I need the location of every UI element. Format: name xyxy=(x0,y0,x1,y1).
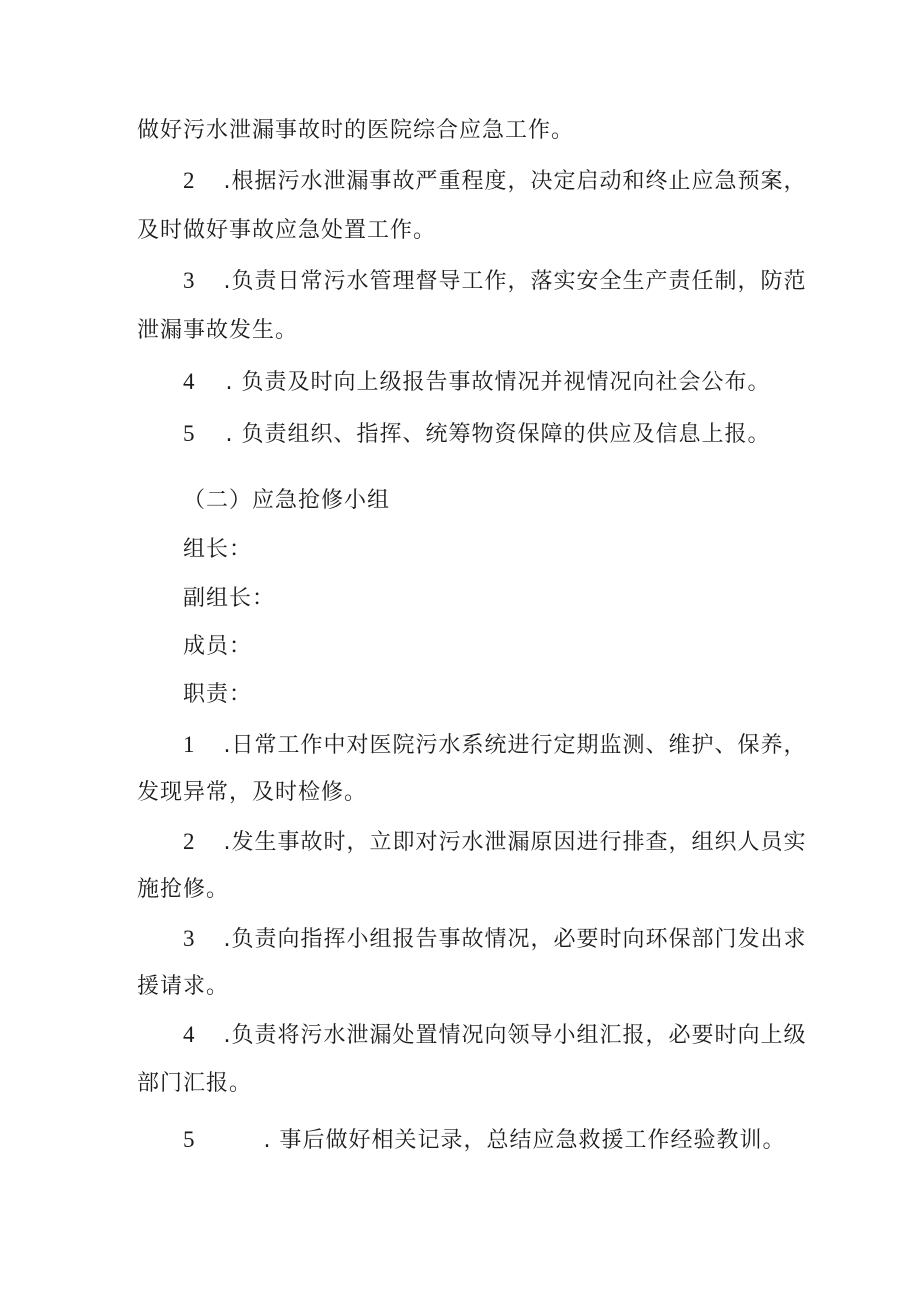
text: 副组长： xyxy=(183,586,276,611)
item-text: .负责向指挥小组报告事故情况，必要时向环保部门发出求 xyxy=(223,927,807,952)
item-number: 2 xyxy=(183,168,196,193)
paragraph-line xyxy=(137,779,367,807)
duty-item-4 xyxy=(183,1021,807,1050)
item-number: 4 xyxy=(183,1022,196,1047)
duty-item-5 xyxy=(183,1126,786,1155)
item-text: .负责日常污水管理督导工作，落实安全生产责任制，防范 xyxy=(223,269,807,294)
text: 施抢修。 xyxy=(137,877,230,902)
text: 组长： xyxy=(183,537,253,562)
list-item-3 xyxy=(183,267,807,296)
item-text: . 负责及时向上级报告事故情况并视情况向社会公布。 xyxy=(225,370,771,395)
text: 成员： xyxy=(183,634,253,659)
item-number: 2 xyxy=(183,829,196,854)
members-label xyxy=(183,633,252,661)
duty-item-3 xyxy=(183,925,807,954)
duty-item-1 xyxy=(183,731,807,760)
paragraph-line xyxy=(137,217,436,245)
item-number: 1 xyxy=(183,732,196,757)
list-item-5 xyxy=(183,420,771,449)
item-number: 5 xyxy=(183,421,196,446)
deputy-leader-label xyxy=(183,585,275,613)
section-heading xyxy=(183,487,390,515)
item-number: 3 xyxy=(183,268,196,293)
item-text: .日常工作中对医院污水系统进行定期监测、维护、保养， xyxy=(223,733,807,758)
heading-text: （二）应急抢修小组 xyxy=(183,488,391,513)
text: 泄漏事故发生。 xyxy=(137,318,299,343)
paragraph-line xyxy=(137,1070,252,1098)
text: 部门汇报。 xyxy=(137,1071,253,1096)
paragraph-line xyxy=(137,317,298,345)
item-text: . 负责组织、指挥、统筹物资保障的供应及信息上报。 xyxy=(225,422,771,447)
paragraph-line xyxy=(137,876,229,904)
duties-label xyxy=(183,681,252,709)
text: 及时做好事故应急处置工作。 xyxy=(137,218,437,243)
paragraph-line xyxy=(137,973,229,1001)
duty-item-2 xyxy=(183,828,807,857)
list-item-2 xyxy=(183,167,807,196)
item-text: .负责将污水泄漏处置情况向领导小组汇报，必要时向上级 xyxy=(223,1023,807,1048)
text: 发现异常，及时检修。 xyxy=(137,780,368,805)
item-number: 4 xyxy=(183,369,196,394)
text: 援请求。 xyxy=(137,974,230,999)
text: 做好污水泄漏事故时的医院综合应急工作。 xyxy=(137,118,575,143)
list-item-4 xyxy=(183,368,771,397)
item-text: .根据污水泄漏事故严重程度，决定启动和终止应急预案， xyxy=(223,169,807,194)
item-text: .发生事故时，立即对污水泄漏原因进行排查，组织人员实 xyxy=(223,830,807,855)
item-text: . 事后做好相关记录，总结应急救援工作经验教训。 xyxy=(263,1128,786,1153)
paragraph-line xyxy=(137,117,574,145)
item-number: 5 xyxy=(183,1127,196,1152)
text: 职责： xyxy=(183,682,253,707)
leader-label xyxy=(183,536,252,564)
item-number: 3 xyxy=(183,926,196,951)
